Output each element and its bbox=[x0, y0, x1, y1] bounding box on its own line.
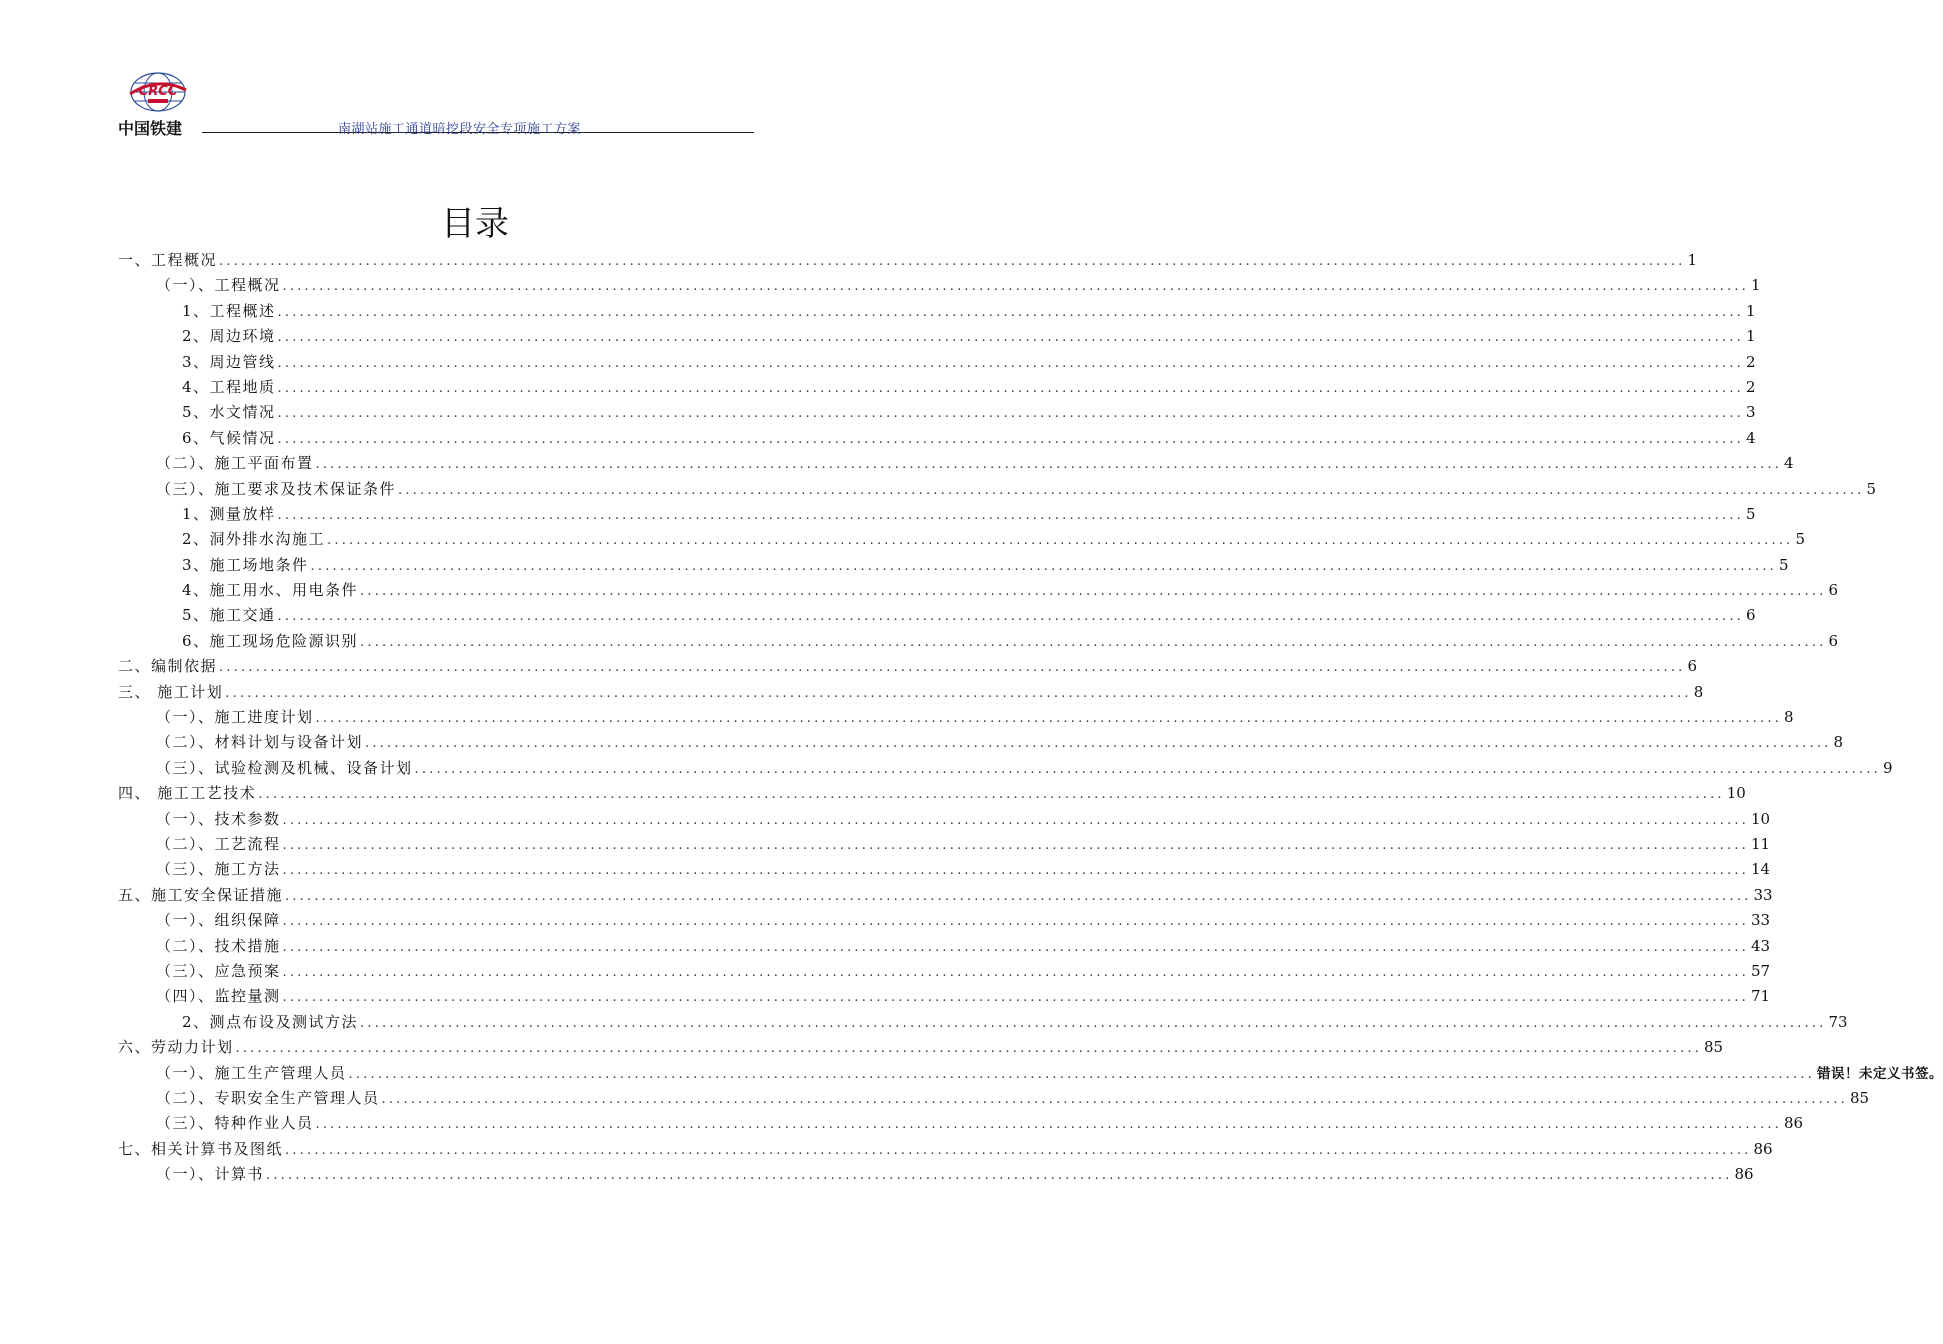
toc-dot-leader: ........................................................................................................................................................................................................ bbox=[360, 634, 1827, 650]
toc-entry-page: 5 bbox=[1795, 530, 1806, 549]
toc-entry[interactable] bbox=[118, 603, 1756, 628]
toc-entry-label: 二、编制依据 bbox=[118, 657, 218, 676]
toc-entry[interactable] bbox=[118, 1162, 1754, 1187]
toc-entry-label: 5、水文情况 bbox=[182, 403, 276, 422]
toc-entry-page: 2 bbox=[1746, 377, 1756, 396]
toc-entry-label: （三）、特种作业人员 bbox=[156, 1114, 314, 1133]
toc-dot-leader: ........................................................................................................................................................................................................ bbox=[381, 1091, 1848, 1107]
toc-dot-leader: ........................................................................................................................................................................................................ bbox=[310, 558, 1778, 574]
toc-dot-leader: ........................................................................................................................................................................................................ bbox=[282, 863, 1749, 879]
toc-entry-page: 6 bbox=[1828, 631, 1839, 650]
toc-dot-leader: ........................................................................................................................................................................................................ bbox=[277, 609, 1745, 625]
toc-entry-label: 2、周边环境 bbox=[182, 327, 276, 346]
table-of-contents bbox=[118, 248, 1943, 1187]
toc-entry-label: 三、 施工计划 bbox=[118, 682, 224, 701]
svg-text:CRCC: CRCC bbox=[138, 84, 178, 99]
toc-dot-leader: ........................................................................................................................................................................................................ bbox=[398, 482, 1865, 498]
toc-dot-leader: ........................................................................................................................................................................................................ bbox=[235, 1041, 1702, 1057]
toc-entry-label: （三）、施工要求及技术保证条件 bbox=[156, 479, 397, 498]
toc-entry-page: 86 bbox=[1753, 1139, 1773, 1158]
toc-entry[interactable] bbox=[118, 375, 1756, 400]
toc-entry-label: （一）、组织保障 bbox=[156, 911, 281, 930]
toc-entry-page: 33 bbox=[1750, 911, 1771, 930]
toc-entry-page: 4 bbox=[1783, 454, 1794, 473]
toc-dot-leader: ........................................................................................................................................................................................................ bbox=[414, 761, 1881, 777]
toc-dot-leader: ........................................................................................................................................................................................................ bbox=[285, 1142, 1752, 1158]
toc-entry-page: 2 bbox=[1746, 352, 1756, 371]
toc-dot-leader: ........................................................................................................................................................................................................ bbox=[282, 939, 1749, 955]
toc-dot-leader: ........................................................................................................................................................................................................ bbox=[258, 787, 1725, 803]
toc-entry[interactable] bbox=[118, 781, 1746, 806]
toc-dot-leader: ........................................................................................................................................................................................................ bbox=[219, 660, 1686, 676]
toc-entry-page: 73 bbox=[1828, 1012, 1848, 1031]
toc-entry-label: （二）、材料计划与设备计划 bbox=[156, 733, 364, 752]
toc-entry-label: 六、劳动力计划 bbox=[118, 1038, 234, 1057]
toc-entry[interactable] bbox=[118, 299, 1756, 324]
toc-entry-page: 11 bbox=[1750, 834, 1771, 853]
toc-dot-leader: ........................................................................................................................................................................................................ bbox=[277, 330, 1745, 346]
toc-entry-label: 6、施工现场危险源识别 bbox=[182, 631, 359, 650]
toc-entry-page: 8 bbox=[1833, 733, 1844, 752]
toc-entry-label: 1、工程概述 bbox=[182, 301, 276, 320]
toc-dot-leader: ........................................................................................................................................................................................................ bbox=[282, 837, 1749, 853]
toc-entry[interactable] bbox=[118, 324, 1756, 349]
page-header bbox=[118, 70, 838, 140]
toc-entry-page: 4 bbox=[1746, 428, 1756, 447]
toc-entry-label: （三）、试验检测及机械、设备计划 bbox=[156, 758, 413, 777]
toc-entry-label: 3、周边管线 bbox=[182, 352, 276, 371]
toc-entry[interactable] bbox=[118, 527, 1806, 552]
toc-dot-leader: ........................................................................................................................................................................................................ bbox=[225, 685, 1692, 701]
toc-entry-label: （二）、施工平面布置 bbox=[156, 454, 314, 473]
toc-entry[interactable] bbox=[118, 426, 1756, 451]
toc-entry-label: （三）、施工方法 bbox=[156, 860, 281, 879]
toc-entry-page: 5 bbox=[1746, 504, 1756, 523]
toc-entry-page: 85 bbox=[1849, 1088, 1870, 1107]
toc-entry-page: 43 bbox=[1750, 936, 1771, 955]
toc-entry-page: 5 bbox=[1866, 479, 1877, 498]
toc-dot-leader: ........................................................................................................................................................................................................ bbox=[348, 1066, 1815, 1082]
crcc-globe-icon bbox=[126, 70, 190, 114]
toc-entry-page: 85 bbox=[1703, 1038, 1724, 1057]
toc-entry-page: 6 bbox=[1687, 657, 1698, 676]
toc-entry-label: （一）、计算书 bbox=[156, 1165, 265, 1184]
toc-dot-leader: ........................................................................................................................................................................................................ bbox=[360, 584, 1827, 600]
toc-dot-leader: ........................................................................................................................................................................................................ bbox=[360, 1015, 1827, 1031]
toc-entry[interactable] bbox=[118, 477, 1877, 502]
document-title: 南湖站施工通道暗挖段安全专项施工方案 bbox=[338, 122, 582, 137]
toc-entry[interactable] bbox=[118, 756, 1893, 781]
toc-entry-page: 错误！未定义书签。 bbox=[1816, 1065, 1943, 1082]
toc-dot-leader: ........................................................................................................................................................................................................ bbox=[282, 279, 1749, 295]
toc-entry-label: 6、气候情况 bbox=[182, 428, 276, 447]
toc-entry-label: （二）、技术措施 bbox=[156, 936, 281, 955]
toc-entry-label: 3、施工场地条件 bbox=[182, 555, 309, 574]
toc-entry-page: 1 bbox=[1746, 301, 1756, 320]
toc-dot-leader: ........................................................................................................................................................................................................ bbox=[277, 431, 1745, 447]
toc-entry-page: 1 bbox=[1687, 251, 1698, 269]
toc-entry-page: 14 bbox=[1750, 860, 1771, 879]
crcc-logo bbox=[118, 70, 208, 138]
toc-entry[interactable] bbox=[118, 807, 1771, 832]
toc-entry-label: 2、测点布设及测试方法 bbox=[182, 1012, 359, 1031]
toc-entry[interactable] bbox=[118, 730, 1844, 755]
toc-dot-leader: ........................................................................................................................................................................................................ bbox=[266, 1168, 1733, 1184]
toc-entry[interactable] bbox=[118, 553, 1789, 578]
toc-dot-leader: ........................................................................................................................................................................................................ bbox=[315, 711, 1782, 727]
toc-entry-page: 5 bbox=[1779, 555, 1789, 574]
toc-entry-label: （一）、工程概况 bbox=[156, 276, 281, 295]
toc-entry[interactable] bbox=[118, 1010, 1848, 1035]
toc-entry[interactable] bbox=[118, 451, 1794, 476]
toc-entry-label: （二）、工艺流程 bbox=[156, 834, 281, 853]
toc-entry-page: 71 bbox=[1750, 987, 1771, 1006]
toc-dot-leader: ........................................................................................................................................................................................................ bbox=[315, 1117, 1782, 1133]
toc-entry[interactable] bbox=[118, 705, 1794, 730]
toc-entry-label: 5、施工交通 bbox=[182, 606, 276, 625]
toc-entry[interactable] bbox=[118, 934, 1771, 959]
toc-entry[interactable] bbox=[118, 1111, 1804, 1136]
toc-entry-label: 四、 施工工艺技术 bbox=[118, 784, 257, 803]
toc-entry-page: 86 bbox=[1783, 1114, 1804, 1133]
toc-entry[interactable] bbox=[118, 629, 1839, 654]
toc-entry-label: 一、工程概况 bbox=[118, 251, 218, 269]
toc-entry[interactable] bbox=[118, 400, 1756, 425]
toc-entry-page: 10 bbox=[1750, 809, 1771, 828]
toc-dot-leader: ........................................................................................................................................................................................................ bbox=[327, 533, 1794, 549]
toc-dot-leader: ........................................................................................................................................................................................................ bbox=[277, 355, 1745, 371]
toc-entry-page: 1 bbox=[1750, 276, 1761, 295]
toc-entry[interactable] bbox=[118, 578, 1839, 603]
toc-entry-label: （四）、监控量测 bbox=[156, 987, 281, 1006]
toc-dot-leader: ........................................................................................................................................................................................................ bbox=[282, 914, 1749, 930]
toc-entry[interactable] bbox=[118, 883, 1773, 908]
toc-entry[interactable] bbox=[118, 273, 1761, 298]
toc-entry-page: 86 bbox=[1734, 1165, 1754, 1184]
toc-dot-leader: ........................................................................................................................................................................................................ bbox=[277, 304, 1745, 320]
toc-entry-label: （一）、施工进度计划 bbox=[156, 708, 314, 727]
brand-name: 中国铁建 bbox=[118, 119, 183, 138]
toc-entry-label: （一）、技术参数 bbox=[156, 809, 281, 828]
toc-dot-leader: ........................................................................................................................................................................................................ bbox=[282, 964, 1749, 980]
toc-entry-label: 4、工程地质 bbox=[182, 377, 276, 396]
toc-dot-leader: ........................................................................................................................................................................................................ bbox=[282, 990, 1749, 1006]
toc-entry[interactable] bbox=[118, 1035, 1724, 1060]
toc-entry[interactable] bbox=[118, 1086, 1870, 1111]
toc-entry-page: 3 bbox=[1746, 403, 1756, 422]
toc-entry[interactable] bbox=[118, 350, 1756, 375]
toc-dot-leader: ........................................................................................................................................................................................................ bbox=[282, 812, 1749, 828]
toc-entry[interactable] bbox=[118, 857, 1771, 882]
toc-dot-leader: ........................................................................................................................................................................................................ bbox=[219, 254, 1686, 269]
toc-entry-label: （三）、应急预案 bbox=[156, 961, 281, 980]
toc-entry-label: 2、洞外排水沟施工 bbox=[182, 530, 326, 549]
toc-entry-page: 8 bbox=[1693, 682, 1704, 701]
toc-entry-label: 五、施工安全保证措施 bbox=[118, 885, 284, 904]
toc-entry-label: 4、施工用水、用电条件 bbox=[182, 581, 359, 600]
toc-entry-label: 1、测量放样 bbox=[182, 504, 276, 523]
toc-entry[interactable] bbox=[118, 1137, 1773, 1162]
toc-entry[interactable] bbox=[118, 1061, 1943, 1086]
toc-dot-leader: ........................................................................................................................................................................................................ bbox=[365, 736, 1832, 752]
toc-entry[interactable] bbox=[118, 502, 1756, 527]
toc-dot-leader: ........................................................................................................................................................................................................ bbox=[277, 406, 1745, 422]
toc-entry-page: 6 bbox=[1746, 606, 1756, 625]
toc-entry-page: 6 bbox=[1828, 581, 1839, 600]
toc-dot-leader: ........................................................................................................................................................................................................ bbox=[285, 888, 1752, 904]
toc-entry-page: 9 bbox=[1882, 758, 1893, 777]
toc-dot-leader: ........................................................................................................................................................................................................ bbox=[277, 507, 1745, 523]
toc-entry[interactable] bbox=[118, 959, 1771, 984]
toc-entry-page: 10 bbox=[1726, 784, 1746, 803]
toc-entry-page: 8 bbox=[1783, 708, 1794, 727]
toc-entry[interactable] bbox=[118, 654, 1698, 679]
toc-entry-page: 33 bbox=[1753, 885, 1773, 904]
toc-entry-label: （二）、专职安全生产管理人员 bbox=[156, 1088, 380, 1107]
toc-entry-label: 七、相关计算书及图纸 bbox=[118, 1139, 284, 1158]
toc-entry-page: 1 bbox=[1746, 327, 1756, 346]
toc-dot-leader: ........................................................................................................................................................................................................ bbox=[277, 380, 1745, 396]
toc-entry[interactable] bbox=[118, 908, 1771, 933]
toc-entry[interactable] bbox=[118, 984, 1771, 1009]
toc-entry-label: （一）、施工生产管理人员 bbox=[156, 1063, 347, 1082]
toc-entry[interactable] bbox=[118, 832, 1771, 857]
toc-entry[interactable] bbox=[118, 248, 1698, 273]
toc-entry[interactable] bbox=[118, 680, 1704, 705]
toc-heading: 目录 bbox=[441, 204, 509, 244]
toc-dot-leader: ........................................................................................................................................................................................................ bbox=[315, 457, 1782, 473]
toc-entry-page: 57 bbox=[1750, 961, 1771, 980]
